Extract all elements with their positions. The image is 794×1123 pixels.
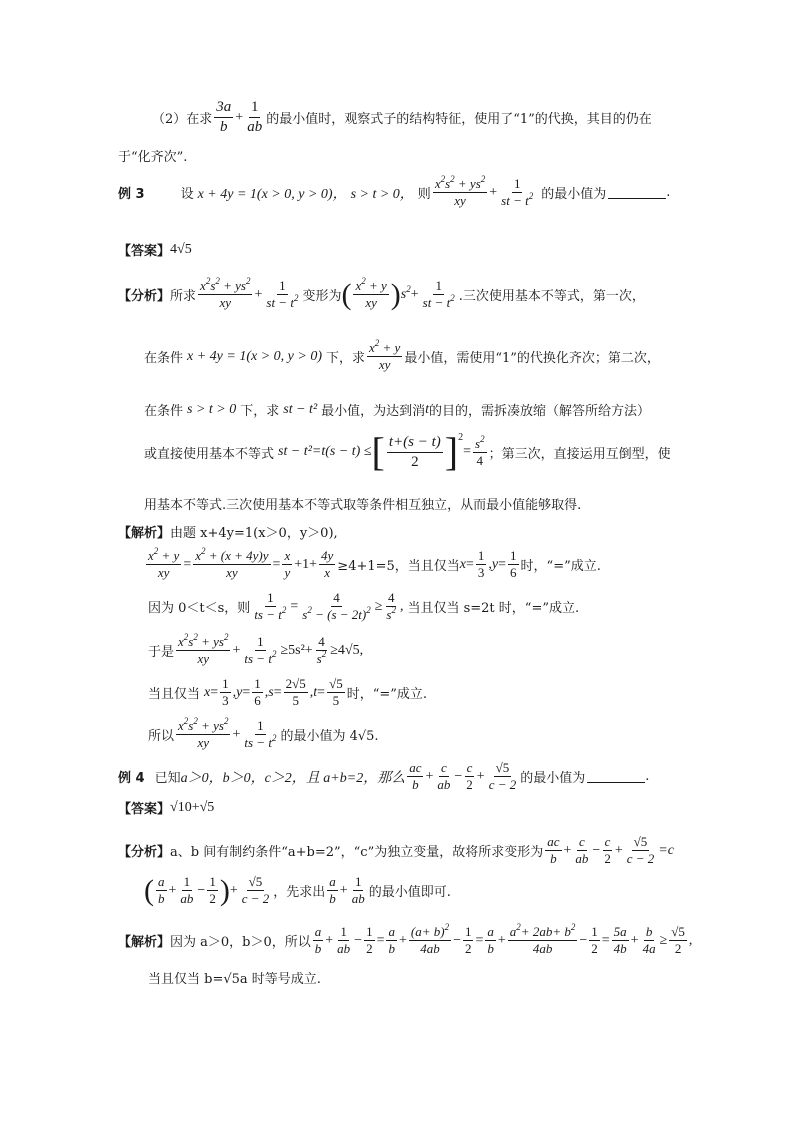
ex4-frac: $\frac{a}{b}$ [329,874,336,906]
ex4-frac: $\frac{√5}{c - 2}$ [488,760,517,792]
analysis-text: 最小值，为达到消 [321,404,426,419]
solution-label: 【解析】 [118,935,171,950]
sol-frac: $\frac{1}{6}$ [510,548,517,580]
ex4-frac: $\frac{1}{2}$ [366,924,373,956]
ex4-frac: $\frac{c}{2}$ [466,760,473,792]
analysis-label: 【分析】 [118,845,171,860]
sol-frac: $\frac{1}{ts - t^2}$ [244,718,277,750]
sol-frac: $\frac{√5}{5}$ [329,676,343,708]
sol-frac: $\frac{1}{ts - t^2}$ [254,590,287,622]
example-3-solution-line5: 当且仅当 x = $\frac{1}{3}$ , y = $\frac{1}{6}$ , s = $\frac{2√5}{5}$ , t = $\frac{√5}{5}$ 时，“=”成立. [148,676,428,708]
ex4-frac: $\frac{1}{2}$ [591,924,598,956]
analysis-text: ；第三次，直接运用互倒型，使 [488,446,671,462]
ex4-frac: $\frac{c}{2}$ [604,834,611,866]
sol-frac: $\frac{x^2s^2 + ys^2}{xy}$ [178,716,229,750]
example-4-text: 的最小值为 [520,771,586,786]
ex4-frac: $\frac{1}{ab}$ [337,924,351,956]
example-3-solution-line2: $\frac{x^2 + y}{xy}$ = $\frac{x^2 + (x + 4y)y}{xy}$ = $\frac{x}{y}$ +1+ $\frac{4y}{x}$ ≥4+1=5，当且仅当 x = $\frac{1}{3}$ , y = $\frac{1}{6}$ 时，“=”成立. [148,546,601,580]
para-2-line1: （2）在求 $\frac{3a}{b}$ + $\frac{1}{ab}$ 的最小值时，观察式子的结构特征，使用了“1”的代换，其目的仍在 [152,99,652,135]
solution-math: ≥5s²+ [280,642,313,658]
solution-text: 于是 [148,645,175,660]
para-2-cont: 于“化齐次”. [118,150,188,165]
para-2-tail: 的最小值时，观察式子的结构特征，使用了“1”的代换，其目的仍在 [266,112,652,127]
analysis-label: 【分析】 [118,289,171,304]
fraction-1-over-ab: $\frac{1}{ab}$ [247,99,263,135]
solution-text: 由题 x+4y=1(x＞0，y＞0), [170,526,338,541]
analysis-text: 的目的，需拆凑放缩（解答所给方法） [429,404,651,419]
answer-label: 【答案】 [118,244,171,259]
example-3-analysis-line1: 【分析】 所求 $\frac{x^2s^2 + ys^2}{xy}$ + $\frac{1}{st - t^2}$ 变形为 ( $\frac{x^2 + y}{xy}$ ) $s^2$ + $\frac{1}{st - t^2}$ .三次使用基本不等式，第一次， [118,276,645,311]
sol-frac: $\frac{4}{s^2 - (s - 2t)^2}$ [302,590,371,622]
example-4-solution-line2 [148,968,321,987]
sol-frac: $\frac{4}{s^2}$ [386,590,396,622]
solution-text: ≥4+1=5，当且仅当 [337,559,460,574]
ex4-frac: $\frac{1}{2}$ [209,874,216,906]
analysis-fraction-3: $\frac{x^2 + y}{xy}$ [369,338,401,372]
example-4-label: 例 4 [118,771,145,786]
analysis-math: t [425,401,430,417]
para-2-lead: （2）在求 [152,112,213,127]
example-3-question: 例 3 设 x + 4y = 1(x > 0, y > 0)， s > t > 0， 则 $\frac{x^2s^2 + ys^2}{xy}$ + $\frac{1}{st - t^2}$ 的最小值为 . [118,174,671,208]
answer-blank [608,186,666,199]
ex4-frac: $\frac{5a}{4b}$ [613,924,627,956]
solution-text: 当且仅当 b=√5a 时等号成立. [148,972,321,987]
ex4-frac: $\frac{√5}{c - 2}$ [241,874,270,906]
analysis-text: .三次使用基本不等式，第一次， [458,289,645,304]
sol-frac: $\frac{4}{s^2}$ [316,634,327,666]
solution-text: 所以 [148,729,175,744]
answer-blank [587,770,645,783]
sol-frac: $\frac{x^2 + y}{xy}$ [148,546,180,580]
ex4-frac: $\frac{1}{2}$ [464,924,472,956]
analysis-s2-over-4: $\frac{s^2}{4}$ [475,433,485,468]
example-3-solution-line1 [118,522,338,541]
example-3-analysis-line3 [144,400,650,419]
analysis-math: x + 4y = 1(x > 0, y > 0) [187,348,322,364]
solution-text: 当且仅当 [148,687,201,702]
example-3-tail: 的最小值为 [541,187,607,202]
analysis-inner-fraction: $\frac{x^2 + y}{xy}$ [355,276,387,310]
analysis-text: 下，求 [240,404,280,419]
answer-label: 【答案】 [118,802,171,817]
example-3-analysis-line5 [144,494,581,513]
sol-frac: $\frac{1}{6}$ [254,676,261,708]
sol-frac: $\frac{2√5}{5}$ [285,676,306,708]
analysis-recip: $\frac{1}{st - t^2}$ [266,278,299,310]
analysis-text: 在条件 [144,351,184,366]
analysis-math: st − t²=t(s − t) ≤ [278,444,372,459]
ex4-frac: $\frac{a^2+ 2ab+ b^2}{4ab}$ [509,922,576,956]
ex4-frac: $\frac{1}{ab}$ [351,874,365,906]
example-3-solution-line4: 于是 $\frac{x^2s^2 + ys^2}{xy}$ + $\frac{1}{ts - t^2}$ ≥5s²+ $\frac{4}{s^2}$ ≥4√5, [148,632,364,666]
ex4-frac: $\frac{a}{b}$ [314,924,322,956]
para-2-line2 [118,146,187,165]
analysis-text: 最小值，需使用“1”的代换化齐次；第二次， [404,351,660,366]
example-4-analysis-line2: ( $\frac{a}{b}$ + $\frac{1}{ab}$ − $\frac{1}{2}$ ) + $\frac{√5}{c - 2}$ ，先求出 $\frac{a}{b}$ + $\frac{1}{ab}$ 的最小值即可. [144,873,451,907]
sol-frac: $\frac{x^2s^2 + ys^2}{xy}$ [178,632,229,666]
solution-math: ≥4√5, [330,642,364,658]
sol-frac: $\frac{x^2 + (x + 4y)y}{xy}$ [195,546,269,580]
sol-frac: $\frac{1}{3}$ [477,548,485,580]
ex4-frac: $\frac{√5}{2}$ [671,924,685,956]
analysis-text: 的最小值即可. [368,885,451,900]
example-3-set: 设 [180,187,194,202]
ex4-frac: $\frac{√5}{c - 2}$ [626,834,655,866]
ex4-frac: $\frac{b}{4a}$ [642,924,656,956]
fraction-3a-over-b: $\frac{3a}{b}$ [216,99,232,135]
solution-text: 因为 a＞0，b＞0，所以 [170,935,311,950]
analysis-recip-2: $\frac{1}{st - t^2}$ [422,278,455,310]
example-4-solution-line1: 【解析】 因为 a＞0，b＞0，所以 $\frac{a}{b}$ + $\frac{1}{ab}$ − $\frac{1}{2}$ = $\frac{a}{b}$ + $\frac{(a+ b)^2}{4ab}$ − $\frac{1}{2}$ = $\frac{a}{b}$ + $\frac{a^2+ 2ab+ b^2}{4ab}$ − $\frac{1}{2}$ = $\frac{5a}{4b}$ + $\frac{b}{4a}$ ≥ $\frac{√5}{2}$ , [118,922,693,956]
example-3-expr-fraction: $\frac{x^2s^2 + ys^2}{xy}$ [434,174,486,208]
analysis-text: 所求 [170,289,197,304]
example-4-answer [118,798,214,817]
answer-value: 4√5 [170,241,192,257]
example-3-st: s > t > 0， [350,186,414,202]
solution-text: 时，“=”成立. [520,559,601,574]
answer-value: √10+√5 [170,799,215,815]
example-4-cond: a＞0，b＞0，c＞2，且 a+b=2，那么 [180,770,406,786]
analysis-text: 用基本不等式.三次使用基本不等式取等条件相互独立，从而最小值能够取得. [144,498,582,513]
example-3-expr-recip: $\frac{1}{st - t^2}$ [501,176,534,208]
analysis-text: 在条件 [144,404,184,419]
analysis-text: 或直接使用基本不等式 [144,446,275,462]
ex4-frac: $\frac{(a+ b)^2}{4ab}$ [410,922,450,956]
solution-text: 当且仅当 s=2t 时，“=”成立. [407,601,580,616]
solution-text: 时，“=”成立. [346,687,428,702]
analysis-fraction: $\frac{x^2s^2 + ys^2}{xy}$ [200,276,251,310]
solution-label: 【解析】 [118,526,171,541]
ex4-frac: $\frac{a}{b}$ [158,874,165,906]
example-3-label: 例 3 [118,187,145,202]
ex4-frac: $\frac{c}{ab}$ [575,834,589,866]
analysis-text: ，先求出 [273,885,326,900]
example-3-analysis-line2 [144,340,660,373]
analysis-math: s > t > 0 [187,401,237,417]
example-4-text: 已知 [154,771,181,786]
ex4-frac: $\frac{ac}{b}$ [409,760,422,792]
ex4-frac: $\frac{ac}{b}$ [547,834,560,866]
example-4-question: 例 4 已知 a＞0，b＞0，c＞2，且 a+b=2，那么 $\frac{ac}{b}$ + $\frac{c}{ab}$ − $\frac{c}{2}$ + $\frac{√5}{c - 2}$ 的最小值为 . [118,760,650,792]
ex4-frac: $\frac{a}{b}$ [487,924,494,956]
example-3-answer [118,240,192,259]
sol-frac: $\frac{1}{3}$ [222,676,229,708]
example-4-analysis-line1: 【分析】 a、b 间有制约条件“a+b=2”，“c”为独立变量，故将所求变形为 $\frac{ac}{b}$ + $\frac{c}{ab}$ − $\frac{c}{2}$ + $\frac{√5}{c - 2}$ =c [118,834,674,866]
analysis-math: =c [658,842,674,858]
analysis-bracket-fraction: $\frac{t+(s - t)}{2}$ [388,433,441,470]
sol-frac: $\frac{1}{ts - t^2}$ [244,634,277,666]
example-3-analysis-line4: 或直接使用基本不等式 st − t²=t(s − t) ≤ [ $\frac{t+(s - t)}{2}$ ] 2 = $\frac{s^2}{4}$ ；第三次，直接运用互倒型，使 [144,429,671,474]
ex4-frac: $\frac{a}{b}$ [388,924,395,956]
analysis-math: st − t² [283,401,318,417]
solution-text: 的最小值为 4√5. [280,729,379,744]
example-3-solution-line6: 所以 $\frac{x^2s^2 + ys^2}{xy}$ + $\frac{1}{ts - t^2}$ 的最小值为 4√5. [148,716,379,750]
analysis-text: 变形为 [302,289,342,304]
example-3-cond: x + 4y = 1(x > 0, y > 0)， [197,186,347,202]
ex4-frac: $\frac{1}{ab}$ [180,874,194,906]
analysis-text: a、b 间有制约条件“a+b=2”，“c”为独立变量，故将所求变形为 [170,845,544,860]
analysis-text: 下，求 [325,351,365,366]
sol-frac: $\frac{x}{y}$ [284,548,291,580]
example-3-solution-line3: 因为 0＜t＜s，则 $\frac{1}{ts - t^2}$ = $\frac{4}{s^2 - (s - 2t)^2}$ ≥ $\frac{4}{s^2}$ , 当且仅当 s=2t 时，“=”成立. [148,590,580,622]
example-3-then: 则 [417,187,431,202]
ex4-frac: $\frac{c}{ab}$ [437,760,451,792]
solution-text: 因为 0＜t＜s，则 [148,601,251,616]
sol-frac: $\frac{4y}{x}$ [321,548,334,580]
